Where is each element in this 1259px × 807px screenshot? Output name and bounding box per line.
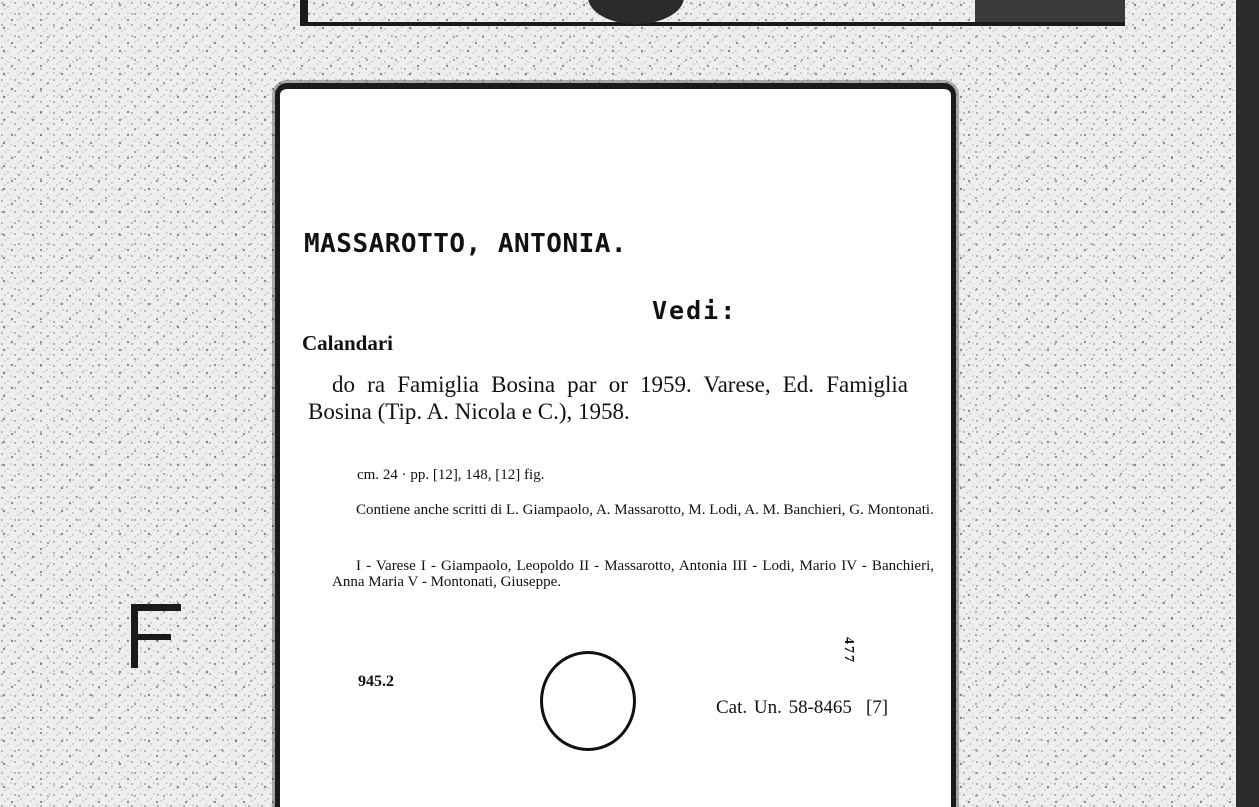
letter-f-top-bar	[131, 604, 181, 611]
card-punch-hole	[540, 651, 636, 751]
top-frame-edge	[300, 0, 1125, 26]
frame-tab-left	[300, 0, 308, 22]
vertical-card-number: 477	[841, 637, 856, 664]
frame-tab-right	[975, 0, 1125, 22]
contents-note: Contiene anche scritti di L. Giampaolo, A. Massarotto, M. Lodi, A. M. Banchieri, G. Montonati.	[356, 502, 934, 518]
catalog-bracket: [7]	[865, 697, 889, 718]
tracings: I - Varese I - Giampaolo, Leopoldo II - Massarotto, Antonia III - Lodi, Mario IV - Banchieri, Anna Maria V - Montonati, Giuseppe.	[332, 558, 934, 590]
catalog-card	[275, 83, 956, 807]
catalog-number: Cat. Un. 58-8465	[716, 697, 852, 718]
see-reference-label: Vedi:	[652, 296, 738, 325]
physical-description: cm. 24 · pp. [12], 148, [12] fig.	[357, 467, 545, 483]
letter-f-mid-bar	[131, 634, 171, 640]
author-heading: MASSAROTTO, ANTONIA.	[304, 229, 628, 259]
top-punch-hole	[588, 0, 684, 24]
catalog-reference	[716, 697, 888, 719]
margin-letter-f	[131, 604, 181, 668]
right-edge-shadow	[1236, 0, 1259, 807]
title-statement: do ra Famiglia Bosina par or 1959. Varese, Ed. Famiglia Bosina (Tip. A. Nicola e C.), 1958.	[308, 372, 908, 424]
class-number: 945.2	[358, 673, 394, 690]
subject-heading: Calandari	[302, 331, 394, 355]
